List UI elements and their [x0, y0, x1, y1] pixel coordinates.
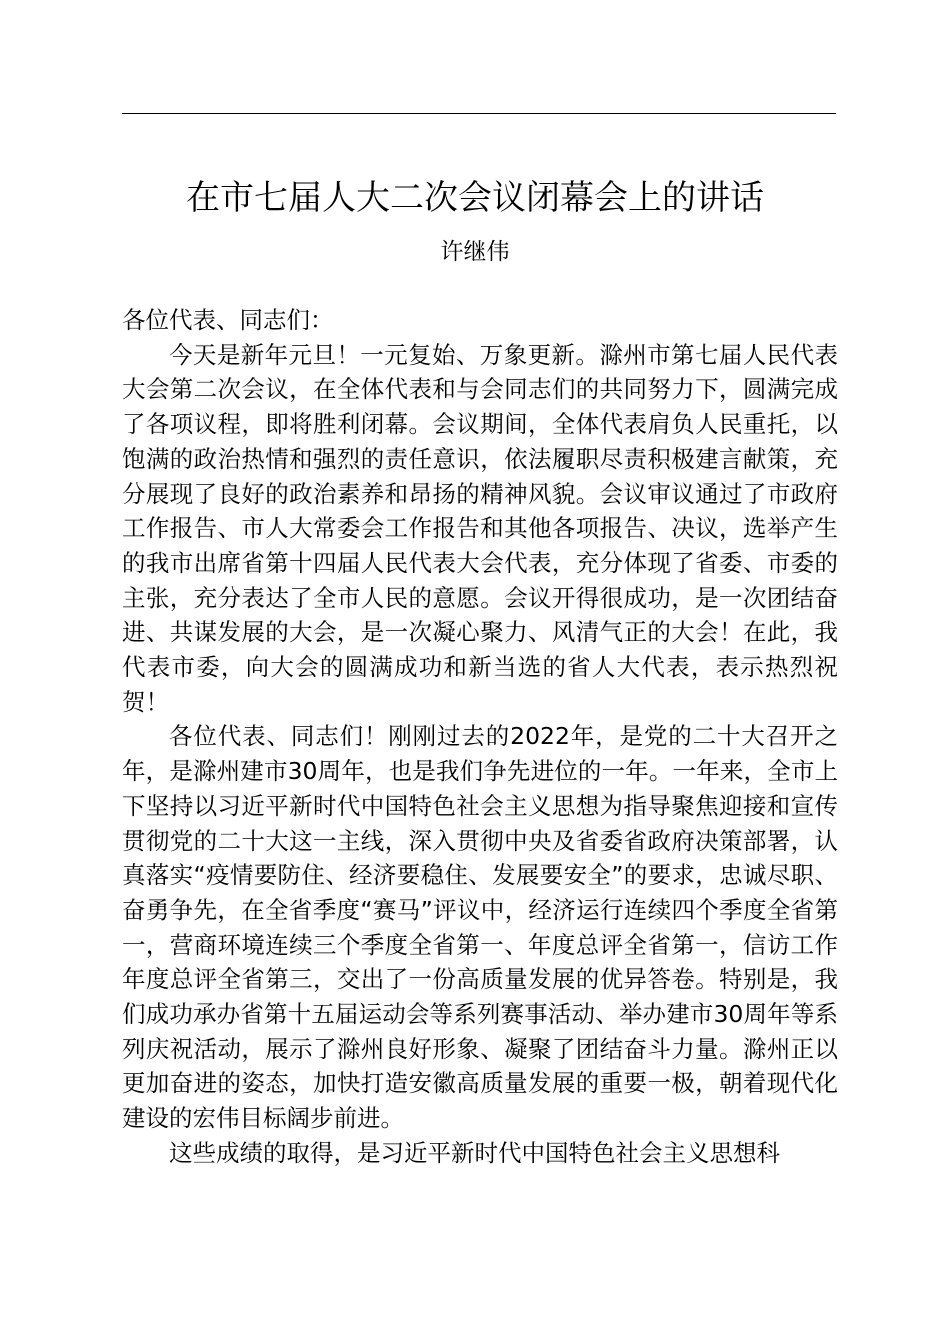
document-author: 许继伟: [440, 239, 510, 265]
paragraph-3: 这些成绩的取得，是习近平新时代中国特色社会主义思想科: [169, 1138, 780, 1167]
header-rule: [122, 113, 836, 114]
document-body: [122, 303, 838, 1171]
document-title: 在市七届人大二次会议闭幕会上的讲话: [186, 178, 764, 218]
paragraph-2: 各位代表、同志们！刚刚过去的2022年，是党的二十大召开之年，是滁州建市30周年，也是我们争先进位的一年。一年来，全市上下坚持以习近平新时代中国特色社会主义思想为指导聚焦迎接和宣传贯彻党的二十大这一主线，深入贯彻中央及省委省政府决策部署，认真落实“疫情要防住、经济要稳住、发展要安全”的要求，忠诚尽职、奋勇争先，在全省季度“赛马”评议中，经济运行连续四个季度全省第一，营商环境连续三个季度全省第一、年度总评全省第一，信访工作年度总评全省第三，交出了一份高质量发展的优异答卷。特别是，我们成功承办省第十五届运动会等系列赛事活动、举办建市30周年等系列庆祝活动，展示了滁州良好形象、凝聚了团结奋斗力量。滁州正以更加奋进的姿态，加快打造安徽高质量发展的重要一极，朝着现代化建设的宏伟目标阔步前进。: [122, 722, 838, 1133]
greeting-line: 各位代表、同志们：: [122, 306, 334, 334]
paragraph-1: 今天是新年元旦！一元复始、万象更新。滁州市第七届人民代表大会第二次会议，在全体代表和与会同志们的共同努力下，圆满完成了各项议程，即将胜利闭幕。会议期间，全体代表肩负人民重托，以饱满的政治热情和强烈的责任意识，依法履职尽责积极建言献策，充分展现了良好的政治素养和昂扬的精神风貌。会议审议通过了市政府工作报告、市人大常委会工作报告和其他各项报告、决议，选举产生的我市出席省第十四届人民代表大会代表，充分体现了省委、市委的主张，充分表达了全市人民的意愿。会议开得很成功，是一次团结奋进、共谋发展的大会，是一次凝心聚力、风清气正的大会！在此，我代表市委，向大会的圆满成功和新当选的省人大代表，表示热烈祝贺！: [122, 340, 838, 716]
